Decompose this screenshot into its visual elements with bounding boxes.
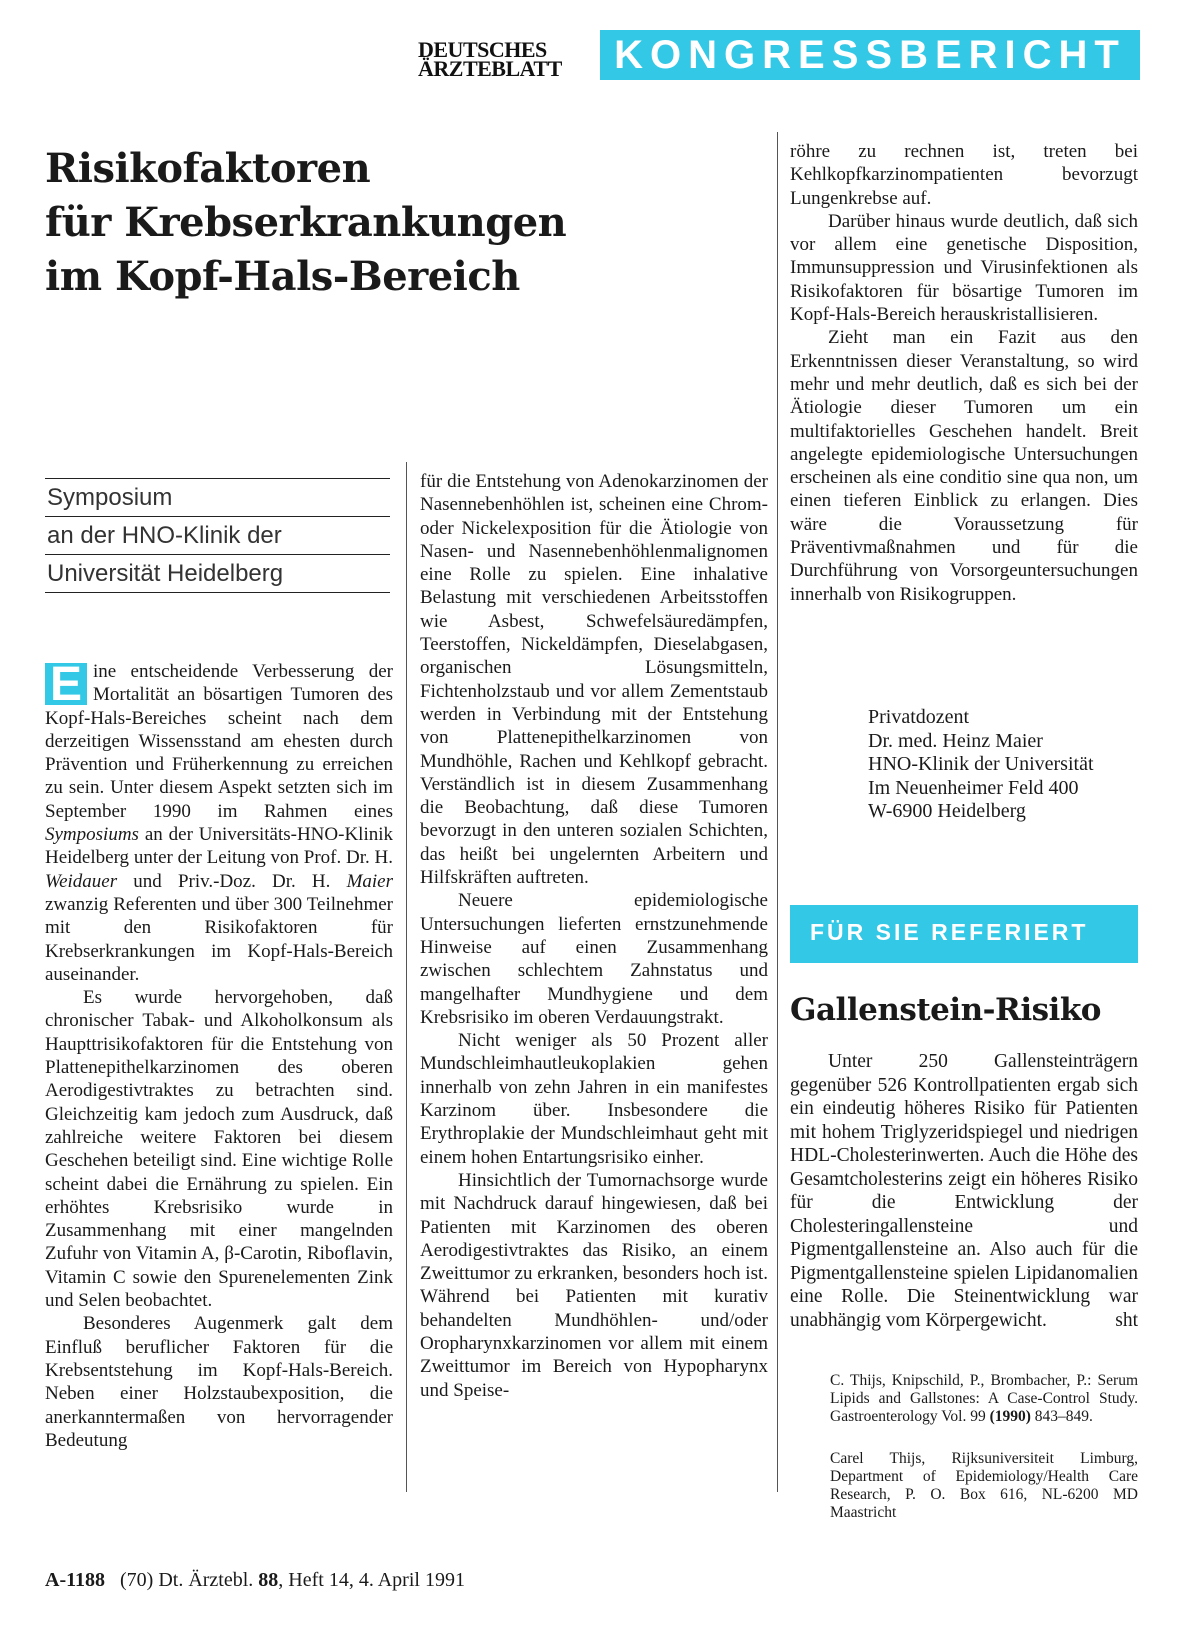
text-run: an der Universitäts-HNO-Klinik Heidelberg unter der Leitung von Prof. Dr. H. — [45, 824, 393, 869]
column-rule-2 — [777, 132, 778, 1492]
address-line: Dr. med. Heinz Maier — [868, 729, 1043, 752]
article-column-3 — [790, 140, 1138, 606]
article-subtitle — [45, 478, 390, 593]
text-run: ine entscheidende Verbesserung der Mortalität an bösartigen Tumoren des Kopf-Hals-Bereiches scheint nach dem derzeitigen Wissensstand am ehesten durch Prävention und Früherkennung zu erreichen zu sein. Unter diesem Aspekt setzten sich im September 1990 im Rahmen eines — [45, 661, 393, 822]
text-run: C. Thijs, Knipschild, P., Brombacher, P.: Serum Lipids and Gallstones: A Case-Control Study. Gastroenterology Vol. 99 — [830, 1372, 1138, 1425]
paragraph: Besonderes Augenmerk galt dem Einfluß beruflicher Faktoren für die Krebsentstehung im Kopf-Hals-Bereich. Neben einer Holzstaubexposition, die anerkanntermaßen von hervorragender Bedeutung — [45, 1313, 393, 1451]
sidebar-banner — [790, 905, 1138, 963]
paragraph — [45, 660, 393, 986]
paragraph: Neuere epidemiologische Untersuchungen lieferten ernstzunehmende Hinweise auf einen Zusammenhang zwischen schlechtem Zahnstatus und mangelhafter Mundhygiene und dem Krebsrisiko im oberen Verdauungstrakt. — [420, 890, 768, 1028]
subtitle-line-1: Symposium — [45, 479, 390, 517]
reference-citation — [830, 1372, 1138, 1426]
sidebar-banner-label: FÜR SIE REFERIERT — [810, 919, 1089, 945]
article-column-2 — [420, 470, 768, 1402]
sidebar-title: Gallenstein-Risiko — [790, 992, 1101, 1028]
paragraph — [830, 1372, 1138, 1426]
paragraph: Carel Thijs, Rijksuniversiteit Limburg, Department of Epidemiology/Health Care Research, P. O. Box 616, NL-6200 MD Maastricht — [830, 1450, 1138, 1521]
address-line: Privatdozent — [868, 706, 970, 728]
subtitle-line-2: an der HNO-Klinik der — [45, 517, 390, 555]
paragraph: Nicht weniger als 50 Prozent aller Mundschleimhautleukoplakien gehen innerhalb von zehn Jahren in ein manifestes Karzinom über. Insbesondere die Erythroplakie der Mundschleimhaut geht mit einem hohen Entartungsrisiko einher. — [420, 1030, 768, 1168]
title-line-2: für Krebserkrankungen — [45, 199, 567, 246]
paragraph: Es wurde hervorgehoben, daß chronischer Tabak- und Alkoholkonsum als Haupttrisikofaktoren für die Entstehung von Plattenepithelkarzinomen des oberen Aerodigestivtraktes zu betrachten sind. Gleichzeitig kam jedoch zum Ausdruck, daß zahlreiche weitere Faktoren bei diesem Geschehen beteiligt sind. Eine wichtige Rolle scheint dabei die Ernährung zu spielen. Ein erhöhtes Krebsrisiko wurde in Zusammenhang mit einer mangelnden Zufuhr von Vitamin A, β-Carotin, Riboflavin, Vitamin C sowie den Spurenelementen Zink und Selen beobachtet. — [45, 987, 393, 1312]
text-run: Unter 250 Gallensteinträgern gegenüber 526 Kontrollpatienten ergab sich ein eindeutig höheres Risiko für Patienten mit hohem Triglyzeridspiegel und niedrigen HDL-Cholesterinwerten. Auch die Höhe des Gesamtcholesterins zeigt ein höheres Risiko für die Entwicklung der Cholesteringallensteine und Pigmentgallensteine an. Also auch für die Pigmentgallensteine spielen Lipidanomalien eine Rolle. Die Steinentwicklung war unabhängig vom Körpergewicht. — [790, 1051, 1138, 1331]
paragraph: Darüber hinaus wurde deutlich, daß sich vor allem eine genetische Disposition, Immunsuppression und Virusinfektionen als Risikofaktoren für bösartige Tumoren im Kopf-Hals-Bereich herauskristallisieren. — [790, 210, 1138, 326]
citation-year: (1990) — [989, 1408, 1031, 1425]
paragraph: Hinsichtlich der Tumornachsorge wurde mit Nachdruck darauf hingewiesen, daß bei Patienten mit Karzinomen des oberen Aerodigestivtraktes das Risiko, an einem Zweittumor zu erkranken, besonders hoch ist. Während bei Patienten mit kurativ behandelten Mundhöhlen- und/oder Oropharynxkarzinomen vor allem mit einem Zweittumor im Bereich von Hypopharynx und Speise- — [420, 1169, 768, 1401]
logo-line-2: ÄRZTEBLATT — [418, 56, 562, 81]
page-footer — [45, 1568, 745, 1592]
paragraph: röhre zu rechnen ist, treten bei Kehlkopfkarzinompatienten bevorzugt Lungenkrebse auf. — [790, 141, 1138, 209]
address-line: Im Neuenheimer Feld 400 — [868, 776, 1079, 799]
logo-line-1: DEUTSCHES — [418, 37, 547, 62]
article-column-1 — [45, 660, 393, 1452]
section-banner: KONGRESSBERICHT — [600, 30, 1140, 80]
citation-text: , Heft 14, 4. April 1991 — [278, 1569, 465, 1591]
column-rule-1 — [406, 462, 407, 1492]
emphasis: Symposiums — [45, 824, 139, 846]
reference-address — [830, 1450, 1138, 1522]
volume-number: 88 — [258, 1569, 279, 1591]
author-initials: sht — [1115, 1309, 1138, 1331]
paragraph: für die Entstehung von Adenokarzinomen der Nasennebenhöhlen ist, scheinen eine Chrom- oder Nickelexposition für die Ätiologie von Nasen- und Nasennebenhöhlenmalignomen eine Rolle zu spielen. Eine inhalative Belastung mit verschiedenen Arbeitsstoffen wie Asbest, Schwefelsäuredämpfen, Teerstoffen, Nickeldämpfen, Dieselabgasen, organischen Lösungsmitteln, Fichtenholzstaub und vor allem Zementstaub werden in Verbindung mit der Entstehung von Plattenepithelkarzinomen von Mundhöhle, Rachen und Kehlkopf gebracht. Verständlich ist in diesem Zusammenhang die Beobachtung, daß diese Tumoren bevorzugt in den unteren sozialen Schichten, das heißt bei ungelernten Arbeitern und Hilfskräften auftreten. — [420, 471, 768, 889]
sidebar-body — [790, 1050, 1138, 1332]
emphasis: Maier — [346, 870, 393, 892]
paragraph — [790, 1050, 1138, 1332]
title-line-1: Risikofaktoren — [45, 145, 371, 192]
page-number: A-1188 — [45, 1569, 105, 1591]
text-run: und Priv.-Doz. Dr. H. — [117, 870, 347, 892]
subtitle-line-3: Universität Heidelberg — [45, 555, 390, 593]
text-run: 843–849. — [1030, 1408, 1093, 1425]
article-title — [45, 142, 725, 304]
citation-text: (70) Dt. Ärztebl. — [120, 1569, 259, 1591]
address-line: HNO-Klinik der Universität — [868, 753, 1094, 775]
drop-cap: E — [45, 663, 87, 705]
publication-logo — [418, 37, 588, 81]
title-line-3: im Kopf-Hals-Bereich — [45, 253, 520, 300]
emphasis: Weidauer — [45, 870, 118, 892]
paragraph: Zieht man ein Fazit aus den Erkenntnissen dieser Veranstaltung, so wird mehr und mehr deutlich, daß es sich bei der Ätiologie dieser Tumoren um ein multifaktorielles Geschehen handelt. Breit angelegte epidemiologische Untersuchungen erscheinen als eine conditio sine qua non, um einen tieferen Einblick zu erlangen. Dies wäre die Voraussetzung für Präventivmaßnahmen und für die Durchführung von Vorsorgeuntersuchungen innerhalb von Risikogruppen. — [790, 327, 1138, 605]
address-line: W-6900 Heidelberg — [868, 800, 1026, 822]
author-address — [868, 706, 1158, 824]
text-run: zwanzig Referenten und über 300 Teilnehmer mit den Risikofaktoren für Krebserkrankungen im Kopf-Hals-Bereich auseinander. — [45, 893, 393, 985]
